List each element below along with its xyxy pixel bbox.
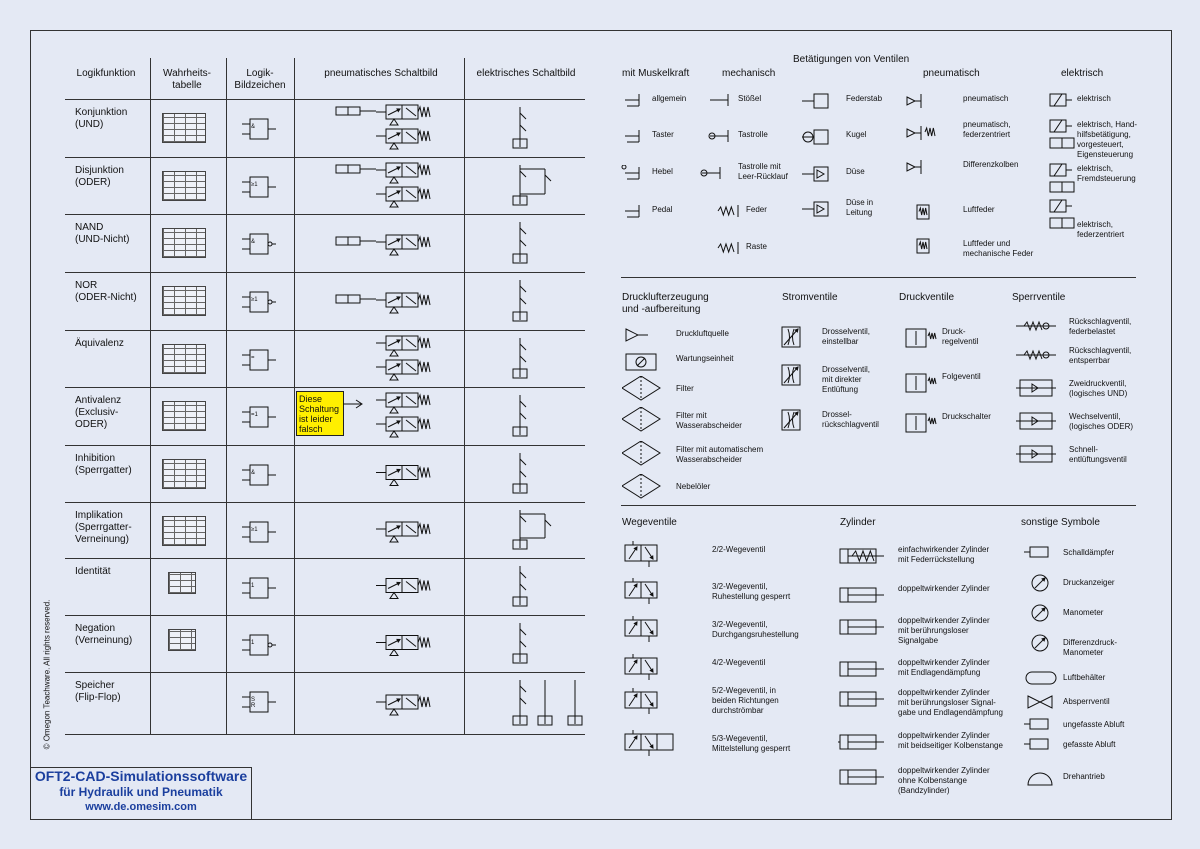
pneumatic-schematic — [316, 558, 446, 613]
brand-line2: für Hydraulik und Pneumatik — [59, 785, 223, 799]
directional-valve-icon — [621, 616, 681, 644]
mechanical-actuator-label: Tastrolle — [738, 130, 768, 139]
pressure-title: Druckventile — [899, 292, 955, 303]
air-preparation-label: Filter mit Wasserabscheider — [676, 411, 742, 430]
logic-gate-symbol — [240, 690, 280, 716]
logic-gate-symbol — [240, 117, 280, 143]
pressure-valve-label: Folgeventil — [942, 372, 981, 381]
mechanical-actuator-label: Raste — [746, 242, 767, 251]
truth-table — [162, 113, 206, 143]
mechanical-actuator-label: Feder — [746, 205, 767, 214]
directional-valve-label: 3/2-Wegeventil, Durchgangsruhestellung — [712, 620, 799, 639]
other-symbol-label: Druckanzeiger — [1063, 578, 1115, 587]
logic-gate-symbol — [240, 520, 280, 546]
other-symbol-icon — [1024, 668, 1058, 690]
truth-table — [162, 286, 206, 316]
check-valve-label: Schnell- entlüftungsventil — [1069, 445, 1127, 464]
mechanical-actuator-label: Stößel — [738, 94, 762, 103]
table-divider — [464, 58, 465, 734]
logic-function-name: Konjunktion (UND) — [75, 107, 128, 130]
check-valve-icon — [1016, 411, 1058, 433]
air-preparation-label: Filter — [676, 384, 694, 393]
mechanical-actuator-icon — [698, 165, 724, 183]
muscle-actuator-icon — [621, 203, 645, 221]
check-valve-icon — [1016, 378, 1058, 400]
logic-gate-label: ≥1 — [251, 297, 258, 303]
header-wahrheitstabelle: Wahrheits- tabelle — [163, 68, 211, 91]
logic-gate-label: & — [251, 470, 256, 476]
electric-actuator-label: elektrisch, Hand- hilfsbetätigung, vorgesteuert, Eigensteuerung — [1077, 120, 1138, 159]
muscle-actuator-label: Hebel — [652, 167, 673, 176]
other-symbol-icon — [1024, 767, 1058, 789]
mechanical-actuator-label: Kugel — [846, 130, 867, 139]
pneumatic-actuator-icon — [903, 124, 939, 144]
electrical-schematic — [505, 619, 595, 668]
mechanical-actuator-icon — [706, 128, 732, 146]
check-valve-icon — [1016, 345, 1058, 367]
col-pneumatisch: pneumatisch — [923, 68, 980, 79]
truth-table — [168, 629, 196, 651]
cylinder-icon — [838, 658, 890, 682]
muscle-actuator-icon — [621, 92, 645, 110]
table-row-line — [65, 734, 585, 735]
cylinder-label: doppeltwirkender Zylinder mit berührungsloser Signal- gabe und Endlagendämpfung — [898, 688, 1003, 717]
cylinder-icon — [838, 545, 890, 569]
brand-url[interactable]: www.de.omesim.com — [85, 801, 197, 813]
cylinder-icon — [838, 616, 890, 640]
muscle-actuator-icon — [621, 128, 645, 146]
logic-gate-label: =1 — [251, 412, 258, 418]
pneumatic-actuator-icon — [903, 92, 939, 112]
electrical-schematic — [505, 391, 595, 441]
air-preparation-icon — [622, 474, 662, 500]
logic-gate-symbol — [240, 405, 280, 431]
pressure-valve-icon — [898, 325, 940, 351]
air-preparation-label: Wartungseinheit — [676, 354, 734, 363]
muscle-actuator-label: allgemein — [652, 94, 687, 103]
truth-table — [162, 401, 206, 431]
mechanical-actuator-icon — [706, 92, 732, 110]
section-divider — [621, 277, 1136, 278]
directional-valve-label: 3/2-Wegeventil, Ruhestellung gesperrt — [712, 582, 791, 601]
cylinder-label: doppeltwirkender Zylinder ohne Kolbenstange (Bandzylinder) — [898, 766, 990, 795]
other-symbol-label: Luftbehälter — [1063, 673, 1106, 682]
logic-function-name: Identität — [75, 566, 111, 577]
muscle-actuator-label: Taster — [652, 130, 674, 139]
directional-valve-label: 4/2-Wegeventil — [712, 658, 766, 667]
air-preparation-icon — [622, 352, 662, 378]
cylinder-label: doppeltwirkender Zylinder mit beidseitiger Kolbenstange — [898, 731, 1003, 750]
directional-valve-label: 2/2-Wegeventil — [712, 545, 766, 554]
pneumatic-actuator-label: Differenzkolben — [963, 160, 1019, 169]
pressure-valve-label: Druckschalter — [942, 412, 991, 421]
section-divider — [621, 505, 1136, 506]
pressure-valve-icon — [898, 370, 940, 396]
flow-valve-icon — [780, 408, 804, 434]
logic-function-name: Inhibition (Sperrgatter) — [75, 453, 132, 476]
pneumatic-schematic — [316, 445, 446, 500]
pneumatic-actuator-label: Luftfeder — [963, 205, 995, 214]
table-divider — [150, 58, 151, 734]
logic-gate-symbol — [240, 290, 280, 316]
check-valve-icon — [1016, 444, 1058, 466]
mechanical-actuator-icon — [802, 128, 832, 146]
other-symbol-label: Absperrventil — [1063, 697, 1110, 706]
cylinder-icon — [838, 584, 890, 608]
truth-table — [162, 228, 206, 258]
directional-valve-label: 5/2-Wegeventil, in beiden Richtungen durchströmbar — [712, 686, 779, 715]
directional-valve-icon — [621, 654, 681, 682]
actuation-title: Betätigungen von Ventilen — [793, 54, 910, 65]
pneumatic-actuator-icon — [903, 237, 939, 257]
electrical-schematic — [505, 506, 595, 554]
other-symbol-label: gefasste Abluft — [1063, 740, 1116, 749]
pressure-valve-icon — [898, 410, 940, 436]
mechanical-actuator-icon — [802, 165, 832, 183]
directional-valve-icon — [621, 578, 681, 606]
logic-function-name: Speicher (Flip-Flop) — [75, 680, 121, 703]
air-preparation-label: Nebelöler — [676, 482, 711, 491]
header-elektrisches-schaltbild: elektrisches Schaltbild — [476, 68, 576, 79]
pneumatic-actuator-icon — [903, 158, 939, 178]
other-symbol-icon — [1024, 692, 1058, 714]
mechanical-actuator-label: Düse in Leitung — [846, 198, 874, 217]
electrical-schematic — [505, 103, 595, 153]
truth-table — [162, 459, 206, 489]
pneumatic-schematic — [316, 272, 446, 328]
cylinder-icon — [838, 766, 890, 790]
logic-gate-label: ≥1 — [251, 527, 258, 533]
other-symbol-label: Schalldämpfer — [1063, 548, 1115, 557]
check-valve-label: Rückschlagventil, federbelastet — [1069, 317, 1132, 336]
air-preparation-icon — [622, 327, 662, 353]
col-elektrisch: elektrisch — [1061, 68, 1104, 79]
electric-actuator-label: elektrisch, Fremdsteuerung — [1077, 164, 1136, 183]
logic-gate-symbol — [240, 348, 280, 374]
flow-valve-icon — [780, 325, 804, 351]
logic-function-name: Implikation (Sperrgatter- Verneinung) — [75, 510, 132, 545]
flow-title: Stromventile — [782, 292, 838, 303]
pressure-valve-label: Druck- regelventil — [942, 327, 979, 346]
directional-valve-label: 5/3-Wegeventil, Mittelstellung gesperrt — [712, 734, 791, 753]
logic-gate-label: S R — [251, 697, 256, 709]
flow-valve-label: Drossel- rückschlagventil — [822, 410, 879, 429]
check-valve-label: Rückschlagventil, entsperrbar — [1069, 346, 1132, 365]
other-symbol-label: Differenzdruck- Manometer — [1063, 638, 1118, 657]
check-valve-label: Wechselventil, (logisches ODER) — [1069, 412, 1134, 431]
truth-table — [162, 171, 206, 201]
electric-actuator-label: elektrisch, federzentriert — [1077, 220, 1125, 239]
brand-box — [30, 767, 252, 820]
logic-gate-symbol — [240, 232, 280, 258]
air-preparation-label: Filter mit automatischem Wasserabscheider — [676, 445, 764, 464]
other-symbol-icon — [1024, 735, 1058, 757]
copyright-text: © Omegon Teachware. All rights reserved. — [42, 599, 52, 750]
other-symbol-icon — [1024, 543, 1058, 565]
logic-gate-label: 1 — [251, 583, 255, 589]
logic-gate-label: ≥1 — [251, 182, 258, 188]
header-logik-bildzeichen: Logik- Bildzeichen — [234, 68, 286, 91]
logic-gate-label: 1 — [251, 640, 255, 646]
flow-valve-label: Drosselventil, mit direkter Entlüftung — [822, 365, 871, 394]
mechanical-actuator-icon — [716, 240, 742, 258]
other-title: sonstige Symbole — [1021, 517, 1100, 528]
electrical-schematic — [505, 218, 595, 268]
cylinder-label: doppeltwirkender Zylinder — [898, 584, 990, 593]
callout-arrow-icon — [343, 396, 365, 412]
electrical-schematic — [505, 449, 595, 498]
truth-table — [168, 572, 196, 594]
air-preparation-icon — [622, 407, 662, 433]
table-divider — [226, 58, 227, 734]
pneumatic-schematic — [316, 157, 446, 212]
cylinder-label: doppeltwirkender Zylinder mit berührungsloser Signalgabe — [898, 616, 990, 645]
pneumatic-actuator-label: pneumatisch, federzentriert — [963, 120, 1011, 139]
other-symbol-label: Drehantrieb — [1063, 772, 1105, 781]
electrical-schematic — [505, 334, 595, 383]
air-preparation-icon — [622, 441, 662, 467]
pneumatic-schematic — [316, 672, 446, 728]
logic-gate-label: = — [251, 355, 255, 361]
logic-function-name: Antivalenz (Exclusiv- ODER) — [75, 395, 122, 430]
directional-valve-icon — [621, 541, 681, 569]
pneumatic-actuator-label: pneumatisch — [963, 94, 1009, 103]
logic-gate-symbol — [240, 633, 280, 659]
directional-title: Wegeventile — [622, 517, 677, 528]
brand-line1: OFT2-CAD-Simulationssoftware — [34, 768, 248, 784]
header-pneumatisches-schaltbild: pneumatisches Schaltbild — [324, 68, 438, 79]
logic-gate-label: & — [251, 239, 256, 245]
pneumatic-actuator-icon — [903, 203, 939, 223]
cylinders-title: Zylinder — [840, 517, 876, 528]
mechanical-actuator-label: Federstab — [846, 94, 883, 103]
pneumatic-schematic — [316, 330, 446, 385]
other-symbol-icon — [1024, 573, 1058, 595]
mechanical-actuator-icon — [802, 200, 832, 218]
muscle-actuator-label: Pedal — [652, 205, 673, 214]
mechanical-actuator-icon — [802, 92, 832, 110]
logic-function-name: NOR (ODER-Nicht) — [75, 280, 137, 303]
logic-function-name: Negation (Verneinung) — [75, 623, 133, 646]
electrical-schematic — [505, 276, 595, 326]
muscle-actuator-icon — [621, 165, 645, 183]
cylinder-label: doppeltwirkender Zylinder mit Endlagendämpfung — [898, 658, 990, 677]
electrical-schematic — [505, 562, 595, 611]
mechanical-actuator-label: Düse — [846, 167, 865, 176]
other-symbol-icon — [1024, 603, 1058, 625]
check-valve-icon — [1016, 316, 1058, 338]
mechanical-actuator-label: Tastrolle mit Leer-Rücklauf — [738, 162, 788, 181]
blocking-title: Sperrventile — [1012, 292, 1066, 303]
error-callout: Diese Schaltung ist leider falsch — [296, 391, 344, 436]
electrical-schematic — [505, 676, 595, 730]
cylinder-label: einfachwirkender Zylinder mit Federrückstellung — [898, 545, 990, 564]
cylinder-icon — [838, 731, 890, 755]
pneumatic-actuator-label: Luftfeder und mechanische Feder — [963, 239, 1034, 258]
logic-gate-label: & — [251, 124, 256, 130]
other-symbol-label: Manometer — [1063, 608, 1104, 617]
mechanical-actuator-icon — [716, 203, 742, 221]
pneumatic-schematic — [316, 99, 446, 155]
check-valve-label: Zweidruckventil, (logisches UND) — [1069, 379, 1128, 398]
air-preparation-icon — [622, 376, 662, 402]
directional-valve-icon — [621, 730, 681, 758]
other-symbol-label: ungefasste Abluft — [1063, 720, 1125, 729]
air-preparation-label: Druckluftquelle — [676, 329, 729, 338]
electrical-schematic — [505, 161, 595, 210]
other-symbol-icon — [1024, 715, 1058, 737]
electric-actuator-label: elektrisch — [1077, 94, 1111, 103]
logic-gate-symbol — [240, 463, 280, 489]
truth-table — [162, 344, 206, 374]
logic-function-name: Disjunktion (ODER) — [75, 165, 124, 188]
col-mechanisch: mechanisch — [722, 68, 776, 79]
pneumatic-schematic — [316, 502, 446, 556]
table-divider — [294, 58, 295, 734]
cylinder-icon — [838, 688, 890, 712]
flow-valve-icon — [780, 363, 804, 389]
logic-gate-symbol — [240, 576, 280, 602]
compressed-title: Drucklufterzeugung und -aufbereitung — [622, 292, 709, 315]
pneumatic-schematic — [316, 615, 446, 670]
directional-valve-icon — [621, 688, 681, 716]
col-muskelkraft: mit Muskelkraft — [622, 68, 690, 79]
pneumatic-schematic — [316, 214, 446, 270]
other-symbol-icon — [1024, 633, 1058, 655]
logic-function-name: NAND (UND-Nicht) — [75, 222, 130, 245]
logic-gate-symbol — [240, 175, 280, 201]
header-logikfunktion: Logikfunktion — [76, 68, 136, 79]
truth-table — [162, 516, 206, 546]
logic-function-name: Äquivalenz — [75, 338, 124, 349]
flow-valve-label: Drosselventil, einstellbar — [822, 327, 871, 346]
